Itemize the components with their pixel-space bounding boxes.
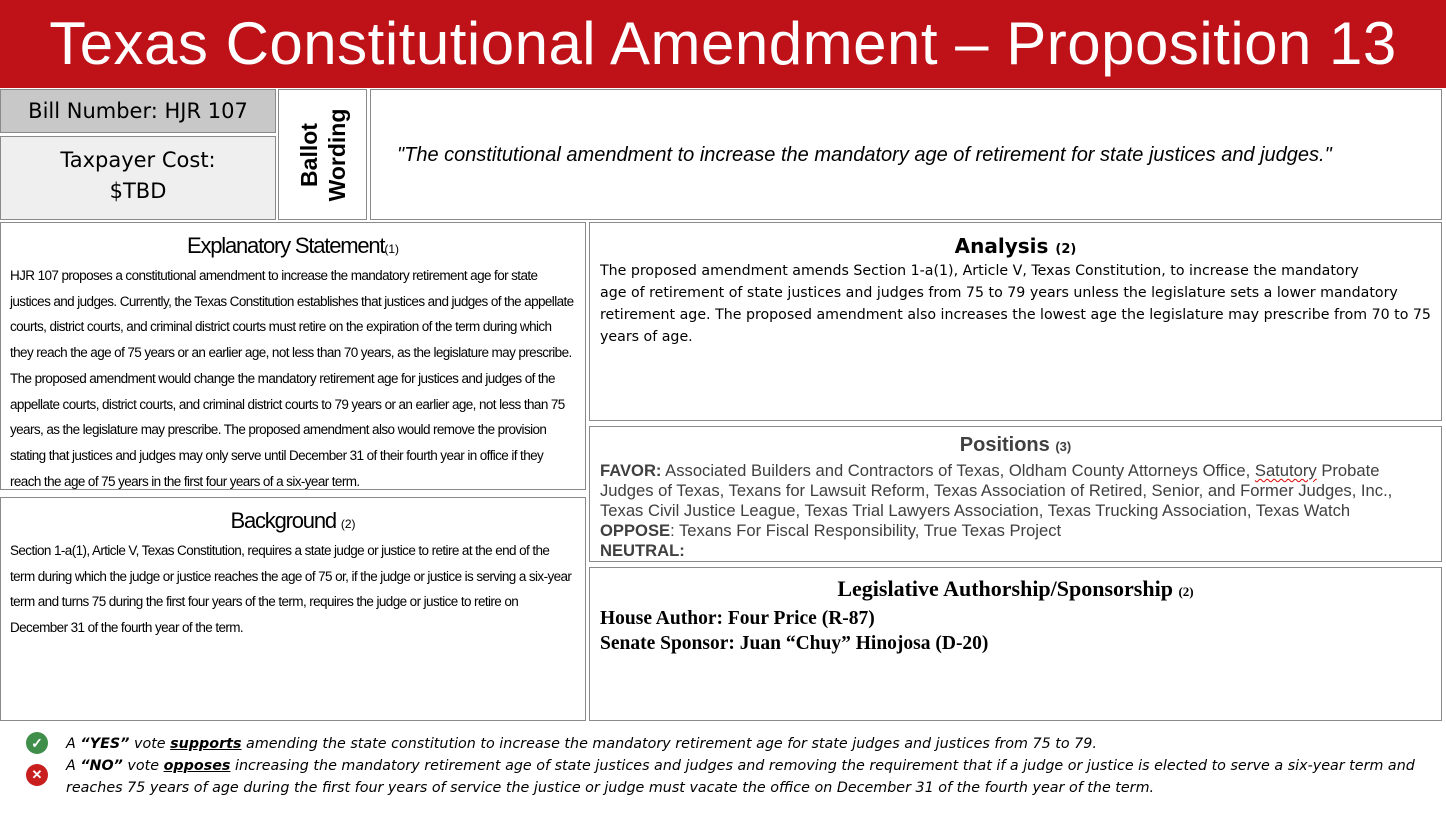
oppose-label: OPPOSE xyxy=(600,521,671,540)
no-pre: A xyxy=(66,758,81,774)
favor-text-1: Associated Builders and Contractors of Texas, Oldham County Attorneys Office, xyxy=(665,461,1251,480)
analysis-line1: The proposed amendment amends Section 1-a(1), Article V, Texas Constitution, to increase the mandatory xyxy=(600,263,1359,279)
yes-rest: amending the state constitution to increase the mandatory retirement age for state judges and justices from 75 to 79. xyxy=(241,736,1097,752)
yes-pre: A xyxy=(66,736,81,752)
explanatory-ref: (1) xyxy=(384,242,400,256)
background-ref: (2) xyxy=(340,517,356,531)
positions-panel xyxy=(589,426,1442,562)
legislative-ref: (2) xyxy=(1178,584,1194,599)
taxpayer-cost xyxy=(0,136,276,220)
positions-title xyxy=(590,433,1441,459)
background-title-text: Background xyxy=(230,508,336,533)
bill-number: Bill Number: HJR 107 xyxy=(0,89,276,133)
yes-vote-text xyxy=(66,733,1436,755)
vote-explanations xyxy=(0,730,1446,810)
ballot-wording-label xyxy=(278,89,367,220)
analysis-body xyxy=(590,258,1441,348)
ballot-label-line1: Ballot xyxy=(296,123,322,187)
analysis-title-text: Analysis xyxy=(954,234,1049,258)
analysis-panel xyxy=(589,222,1442,421)
background-title xyxy=(1,508,585,534)
legislative-body xyxy=(590,606,1441,656)
explanatory-statement-panel xyxy=(0,222,586,490)
no-word: “NO” xyxy=(80,758,123,774)
positions-body xyxy=(590,459,1441,561)
yes-mid: vote xyxy=(129,736,171,752)
oppose-text: : Texans For Fiscal Responsibility, True Texas Project xyxy=(670,521,1062,540)
background-body: Section 1-a(1), Article V, Texas Constitution, requires a state judge or justice to retire at the end of the term during which the judge or justice reaches the age of 75 or, if the judge or justice is serving a six-year term and turns 75 during the first four years of the term, requires the judge or justice to retire on December 31 of the fourth year of the term. xyxy=(10,543,572,636)
favor-line xyxy=(600,461,1431,521)
analysis-ref: (2) xyxy=(1055,242,1077,257)
neutral-label: NEUTRAL: xyxy=(600,541,685,560)
ballot-label-line2: Wording xyxy=(324,108,350,202)
oppose-line xyxy=(600,521,1431,541)
analysis-line2: age of retirement of state justices and judges from 75 to 79 years unless the legislature sets a lower mandatory retirement age. The proposed amendment also increases the lowest age the legislature may prescribe from 70 to 75 years of age. xyxy=(600,285,1431,345)
analysis-title xyxy=(590,234,1441,258)
legislative-title-text: Legislative Authorship/Sponsorship xyxy=(837,576,1173,601)
no-vote-text xyxy=(66,755,1436,799)
explanatory-statement-body: HJR 107 proposes a constitutional amendment to increase the mandatory retirement age for state justices and judges. Currently, the Texas Constitution establishes that justices and judges of the appellate courts, district courts, and criminal district courts must retire on the expiration of the term during which they reach the age of 75 years or an earlier age, not less than 70 years, as the legislature may prescribe. The proposed amendment would change the mandatory retirement age for justices and judges of the appellate courts, district courts, and criminal district courts to 79 years or an earlier age, not less than 75 years, as the legislature may prescribe. The proposed amendment also would remove the provision stating that justices and judges may only serve until December 31 of their fourth year in office if they reach the age of 75 years in the first four years of a six-year term. xyxy=(10,268,574,489)
background-panel xyxy=(0,497,586,721)
legislative-panel xyxy=(589,567,1442,721)
x-icon: ✕ xyxy=(26,764,48,786)
legislative-title xyxy=(590,575,1441,606)
neutral-line xyxy=(600,541,1431,561)
positions-ref: (3) xyxy=(1055,439,1072,454)
favor-text-2: Probate Judges of Texas, Texans for Lawsuit Reform, Texas Association of Retired, Senior, and Former Judges, Inc., Texas Civil Justice League, Texas Trial Lawyers Association, Texas Trucking Association, Texas Watch xyxy=(600,461,1393,520)
page-title: Texas Constitutional Amendment – Proposition 13 xyxy=(0,0,1446,88)
positions-title-text: Positions xyxy=(959,434,1050,456)
senate-sponsor: Senate Sponsor: Juan “Chuy” Hinojosa (D-20) xyxy=(600,633,989,654)
yes-word: “YES” xyxy=(80,736,130,752)
favor-misspelled-word: Satutory xyxy=(1254,461,1317,480)
yes-verb: supports xyxy=(170,736,242,752)
favor-label: FAVOR: xyxy=(600,461,662,480)
no-rest: increasing the mandatory retirement age of state justices and judges and removing the requirement that if a judge or justice is elected to serve a six-year term and reaches 75 years of age during the first four years of service the justice or judge must vacate the office on December 31 of the fourth year of the term. xyxy=(66,758,1415,796)
check-icon: ✓ xyxy=(26,732,48,754)
taxpayer-cost-label: Taxpayer Cost: xyxy=(60,148,216,172)
taxpayer-cost-value: $TBD xyxy=(109,179,167,203)
no-verb: opposes xyxy=(163,758,231,774)
no-mid: vote xyxy=(122,758,164,774)
explanatory-title-text: Explanatory Statement xyxy=(186,233,385,258)
ballot-wording-text: "The constitutional amendment to increase the mandatory age of retirement for state justices and judges." xyxy=(370,89,1442,220)
explanatory-statement-title xyxy=(1,233,585,259)
house-author: House Author: Four Price (R-87) xyxy=(600,608,875,629)
